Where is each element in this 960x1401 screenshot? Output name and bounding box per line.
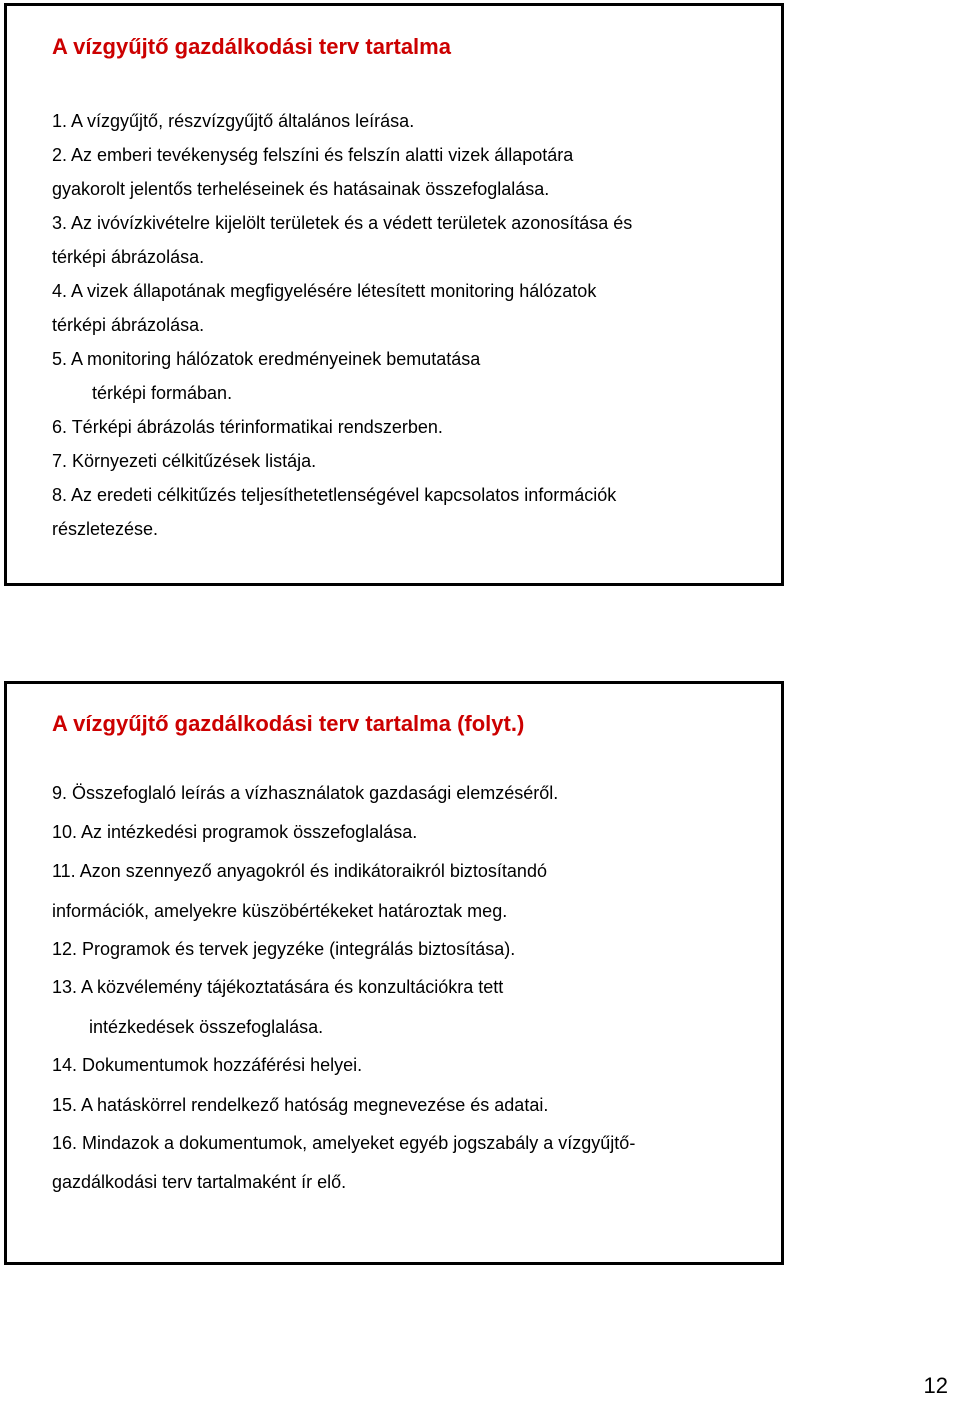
slide-1-line: térképi formában.: [92, 383, 233, 403]
slide-2-line: 10. Az intézkedési programok összefoglalása.: [52, 822, 418, 842]
slide-1-line: gyakorolt jelentős terheléseinek és hatásainak összefoglalása.: [52, 179, 550, 199]
slide-1-line: 5. A monitoring hálózatok eredményeinek bemutatása: [52, 349, 481, 369]
slide-2-line: 15. A hatáskörrel rendelkező hatóság megnevezése és adatai.: [52, 1095, 549, 1115]
slide-1-line: térképi ábrázolása.: [52, 315, 205, 335]
slide-2-line: 13. A közvélemény tájékoztatására és konzultációkra tett: [52, 977, 504, 997]
slide-1-line: 2. Az emberi tevékenység felszíni és felszín alatti vizek állapotára: [52, 145, 574, 165]
slide-1-line: részletezése.: [52, 519, 159, 539]
slide-2-line: információk, amelyekre küszöbértékeket határoztak meg.: [52, 901, 508, 921]
slide-1-line: 6. Térképi ábrázolás térinformatikai rendszerben.: [52, 417, 443, 437]
slide-1-line: térképi ábrázolása.: [52, 247, 205, 267]
slide-2-line: gazdálkodási terv tartalmaként ír elő.: [52, 1172, 347, 1192]
slide-1-line: 3. Az ivóvízkivételre kijelölt területek és a védett területek azonosítása és: [52, 213, 633, 233]
slide-2-line: 9. Összefoglaló leírás a vízhasználatok gazdasági elemzéséről.: [52, 783, 559, 803]
slide-1-line: 1. A vízgyűjtő, részvízgyűjtő általános leírása.: [52, 111, 415, 131]
slide-2-line: 14. Dokumentumok hozzáférési helyei.: [52, 1055, 363, 1075]
slide-1-line: 7. Környezeti célkitűzések listája.: [52, 451, 317, 471]
slide-2-title: A vízgyűjtő gazdálkodási terv tartalma (folyt.): [52, 711, 525, 736]
slide-2-line: 16. Mindazok a dokumentumok, amelyeket egyéb jogszabály a vízgyűjtő-: [52, 1133, 636, 1153]
slide-1-line: 4. A vizek állapotának megfigyelésére létesített monitoring hálózatok: [52, 281, 597, 301]
slide-2-line: intézkedések összefoglalása.: [89, 1017, 324, 1037]
slide-1-title: A vízgyűjtő gazdálkodási terv tartalma: [52, 34, 451, 59]
slide-2-line: 11. Azon szennyező anyagokról és indikátoraikról biztosítandó: [52, 861, 547, 881]
slide-2: [4, 681, 784, 1265]
slide-1-line: 8. Az eredeti célkitűzés teljesíthetetlenségével kapcsolatos információk: [52, 485, 617, 505]
slide-2-line: 12. Programok és tervek jegyzéke (integrálás biztosítása).: [52, 939, 516, 959]
slide-1: [4, 3, 784, 586]
page-number: 12: [923, 1373, 948, 1398]
